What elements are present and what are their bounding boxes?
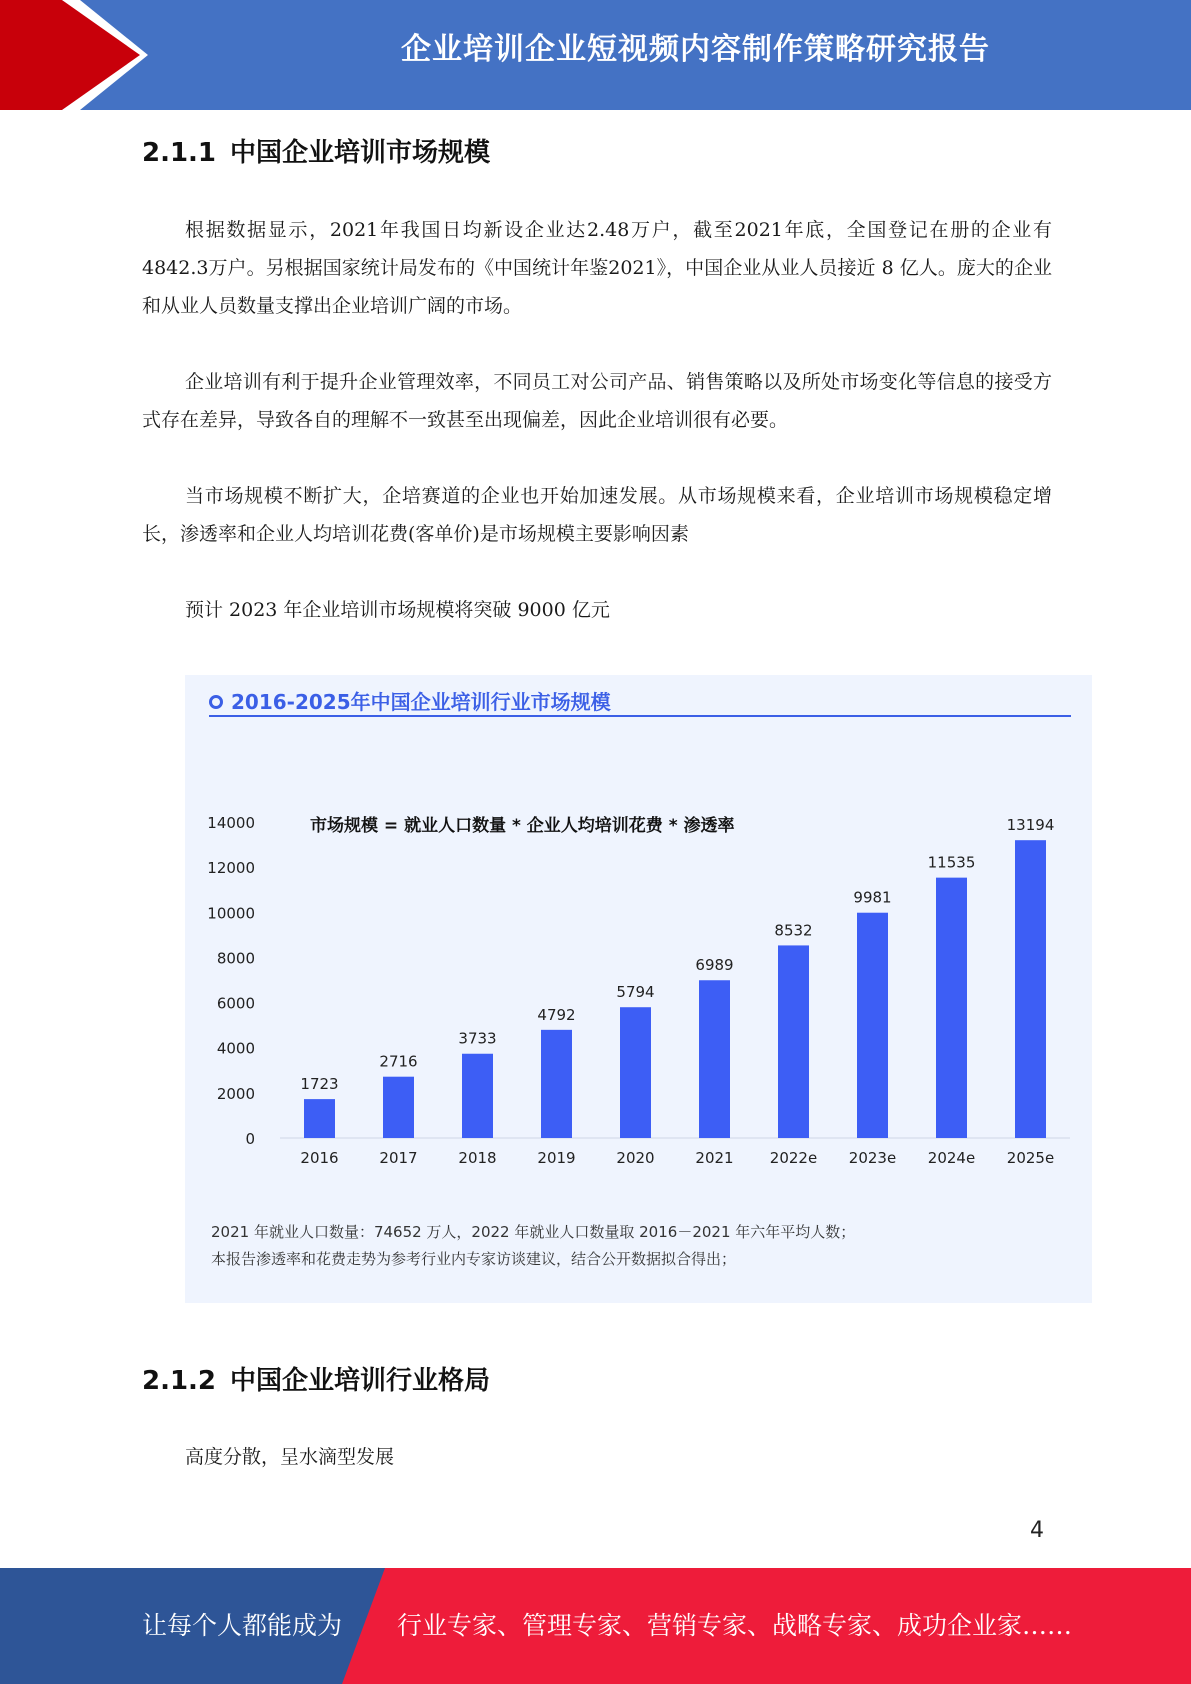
bar-2019 [541, 1030, 572, 1138]
x-tick-label-2016: 2016 [300, 1149, 339, 1167]
x-tick-label-2022e: 2022e [769, 1149, 818, 1167]
y-tick-label: 10000 [207, 904, 255, 923]
bar-2022e [778, 945, 809, 1138]
data-label-2019: 4792 [537, 1005, 576, 1024]
x-tick-label-2021: 2021 [695, 1149, 734, 1167]
data-label-2018: 3733 [458, 1029, 497, 1048]
footer-slogan-right: 行业专家、管理专家、营销专家、战略专家、成功企业家…… [397, 1611, 1073, 1640]
data-label-2024e: 11535 [927, 853, 976, 872]
paragraph-4: 预计 2023 年企业培训市场规模将突破 9000 亿元 [185, 599, 610, 621]
bar-2025e [1015, 840, 1046, 1138]
data-label-2021: 6989 [695, 956, 734, 975]
header-title: 企业培训企业短视频内容制作策略研究报告 [401, 32, 990, 67]
bar-2016 [304, 1099, 335, 1138]
section-heading-2 [142, 1360, 490, 1397]
bar-2023e [857, 913, 888, 1138]
section-number-2: 2.1.2 [142, 1366, 217, 1396]
page-header [0, 0, 1191, 110]
section-heading-1 [142, 132, 490, 169]
data-label-2022e: 8532 [774, 921, 813, 940]
bar-chart [185, 675, 1092, 1303]
chart-title-text: 2016-2025年中国企业培训行业市场规模 [231, 690, 611, 714]
y-tick-label: 2000 [216, 1084, 255, 1103]
paragraph-3: 当市场规模不断扩大，企培赛道的企业也开始加速发展。从市场规模来看，企业培训市场规模稳定增长，渗透率和企业人均培训花费(客单价)是市场规模主要影响因素 [142, 485, 1052, 545]
page-number: 4 [1030, 1518, 1044, 1543]
data-label-2020: 5794 [616, 983, 655, 1002]
data-label-2023e: 9981 [853, 888, 892, 907]
bar-2020 [620, 1007, 651, 1138]
data-label-2017: 2716 [379, 1052, 418, 1071]
y-tick-label: 0 [245, 1130, 255, 1148]
footer-slogan-left: 让每个人都能成为 [142, 1611, 343, 1640]
y-tick-label: 14000 [207, 814, 255, 832]
section-title-1: 中国企业培训市场规模 [230, 138, 491, 168]
chart-note-1: 2021 年就业人口数量：74652 万人，2022 年就业人口数量取 2016－2021 年六年平均人数； [211, 1223, 856, 1241]
section-title-2: 中国企业培训行业格局 [230, 1366, 491, 1396]
x-tick-label-2024e: 2024e [927, 1149, 976, 1167]
paragraph-5: 高度分散，呈水滴型发展 [185, 1446, 395, 1468]
chart-note-2: 本报告渗透率和花费走势为参考行业内专家访谈建议，结合公开数据拟合得出； [211, 1250, 737, 1268]
paragraph-1: 根据数据显示，2021年我国日均新设企业达2.48万户，截至2021年底，全国登记在册的企业有4842.3万户。另根据国家统计局发布的《中国统计年鉴2021》，中国企业从业人员接近 8 亿人。庞大的企业和从业人员数量支撑出企业培训广阔的市场。 [142, 219, 1052, 317]
y-tick-label: 8000 [216, 949, 255, 968]
x-tick-label-2018: 2018 [458, 1149, 497, 1167]
x-tick-label-2017: 2017 [379, 1149, 418, 1167]
bar-2021 [699, 980, 730, 1138]
x-tick-label-2023e: 2023e [848, 1149, 897, 1167]
bar-2017 [383, 1077, 414, 1138]
y-tick-label: 12000 [207, 859, 255, 878]
x-tick-label-2025e: 2025e [1006, 1149, 1055, 1167]
x-tick-label-2020: 2020 [616, 1149, 655, 1167]
y-tick-label: 6000 [216, 994, 255, 1013]
chart-panel [185, 675, 1092, 1303]
section-number-1: 2.1.1 [142, 138, 217, 168]
page-footer [0, 1568, 1191, 1684]
chart-formula: 市场规模 = 就业人口数量 * 企业人均培训花费 * 渗透率 [310, 816, 735, 836]
x-tick-label-2019: 2019 [537, 1149, 576, 1167]
data-label-2025e: 13194 [1006, 816, 1055, 835]
data-label-2016: 1723 [300, 1075, 339, 1094]
bar-2018 [462, 1054, 493, 1138]
bar-2024e [936, 878, 967, 1138]
y-tick-label: 4000 [216, 1039, 255, 1058]
paragraph-2: 企业培训有利于提升企业管理效率，不同员工对公司产品、销售策略以及所处市场变化等信息的接受方式存在差异，导致各自的理解不一致甚至出现偏差，因此企业培训很有必要。 [142, 371, 1052, 431]
